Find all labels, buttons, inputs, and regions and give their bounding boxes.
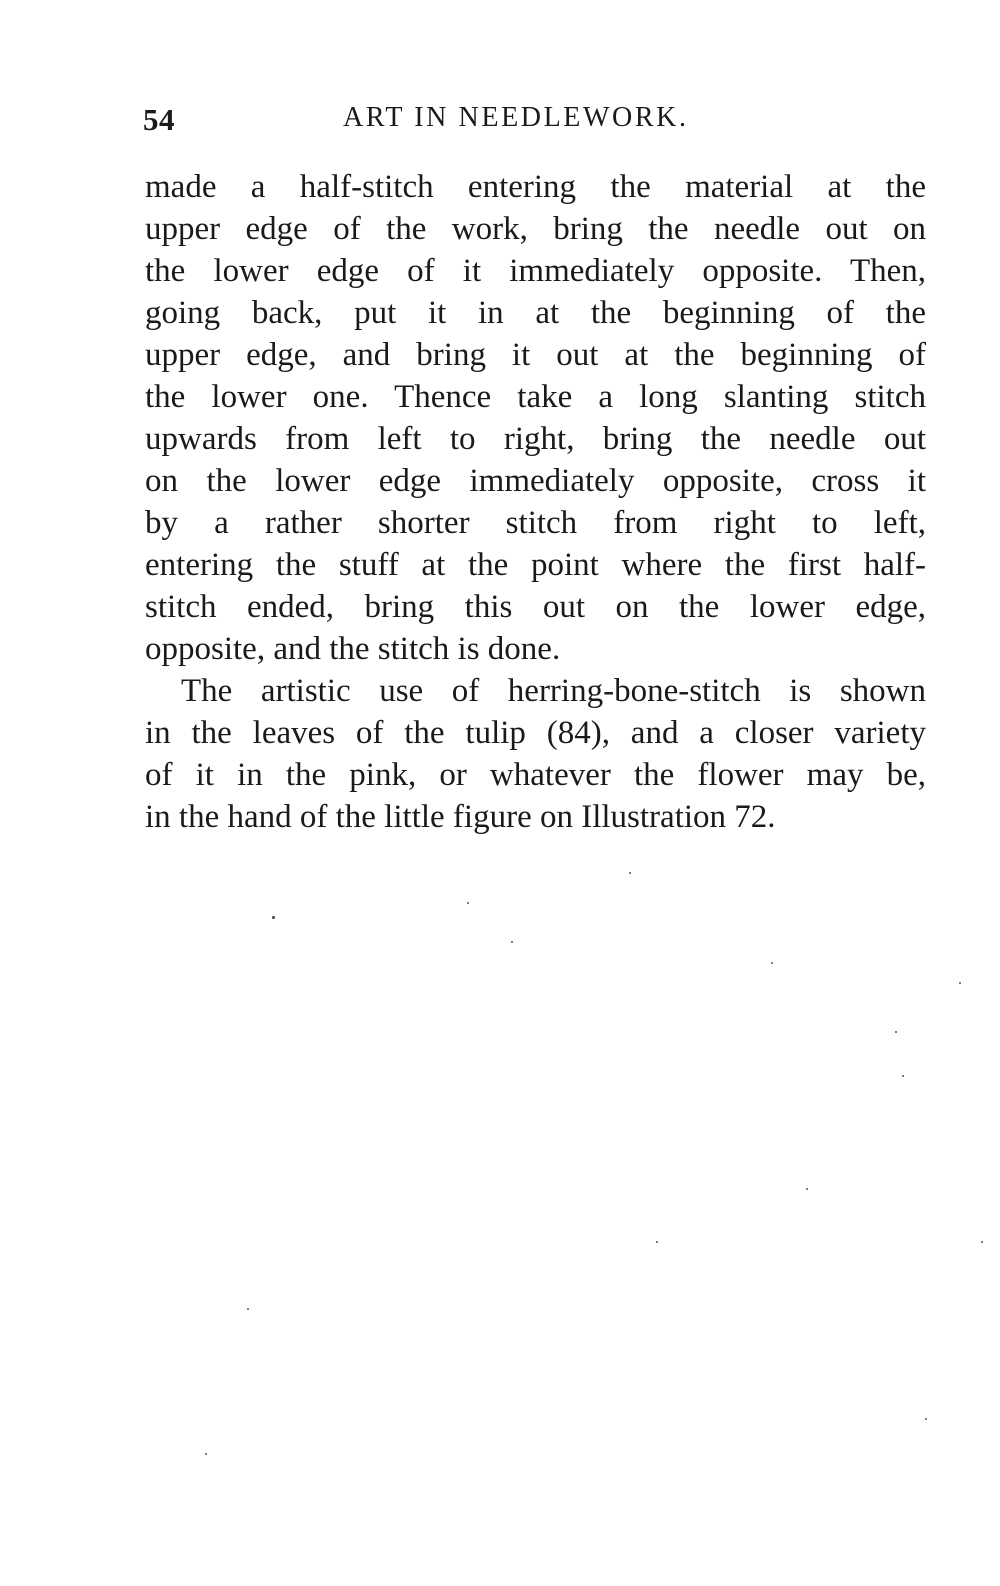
running-title: ART IN NEEDLEWORK. bbox=[343, 102, 689, 133]
scan-speck bbox=[272, 916, 275, 919]
scan-speck bbox=[981, 1241, 983, 1243]
text-line: in the hand of the little figure on Illustration 72. bbox=[145, 799, 776, 835]
text-line: on the lower edge immediately opposite, cross it bbox=[145, 463, 926, 499]
scan-speck bbox=[511, 941, 513, 943]
scan-speck bbox=[629, 872, 631, 874]
text-line: entering the stuff at the point where the first half- bbox=[145, 547, 926, 583]
text-line: the lower edge of it immediately opposite. Then, bbox=[145, 253, 926, 289]
text-line: upwards from left to right, bring the needle out bbox=[145, 421, 926, 457]
text-line: upper edge, and bring it out at the beginning of bbox=[145, 337, 926, 373]
scan-speck bbox=[959, 982, 961, 984]
page-number: 54 bbox=[143, 102, 175, 137]
scan-speck bbox=[895, 1031, 897, 1033]
text-line: by a rather shorter stitch from right to left, bbox=[145, 505, 926, 541]
scan-speck bbox=[806, 1188, 808, 1190]
scan-speck bbox=[902, 1075, 904, 1077]
text-line: stitch ended, bring this out on the lower edge, bbox=[145, 589, 926, 625]
paragraph-2 bbox=[145, 670, 926, 838]
text-line: opposite, and the stitch is done. bbox=[145, 631, 561, 667]
text-line: upper edge of the work, bring the needle out on bbox=[145, 211, 926, 247]
scan-speck bbox=[771, 962, 773, 964]
page-header bbox=[140, 98, 925, 148]
text-line: of it in the pink, or whatever the flower may be, bbox=[145, 757, 926, 793]
scan-speck bbox=[656, 1241, 658, 1243]
scan-speck bbox=[205, 1453, 207, 1455]
text-line: the lower one. Thence take a long slanting stitch bbox=[145, 379, 926, 415]
text-line: made a half-stitch entering the material at the bbox=[145, 169, 926, 205]
scan-speck bbox=[247, 1308, 249, 1310]
text-line: going back, put it in at the beginning of the bbox=[145, 295, 926, 331]
text-line: in the leaves of the tulip (84), and a closer variety bbox=[145, 715, 926, 751]
scan-speck bbox=[925, 1418, 927, 1420]
body-text bbox=[145, 166, 926, 838]
scan-speck bbox=[467, 902, 469, 904]
text-line: The artistic use of herring-bone-stitch is shown bbox=[181, 673, 926, 709]
paragraph-1 bbox=[145, 166, 926, 670]
